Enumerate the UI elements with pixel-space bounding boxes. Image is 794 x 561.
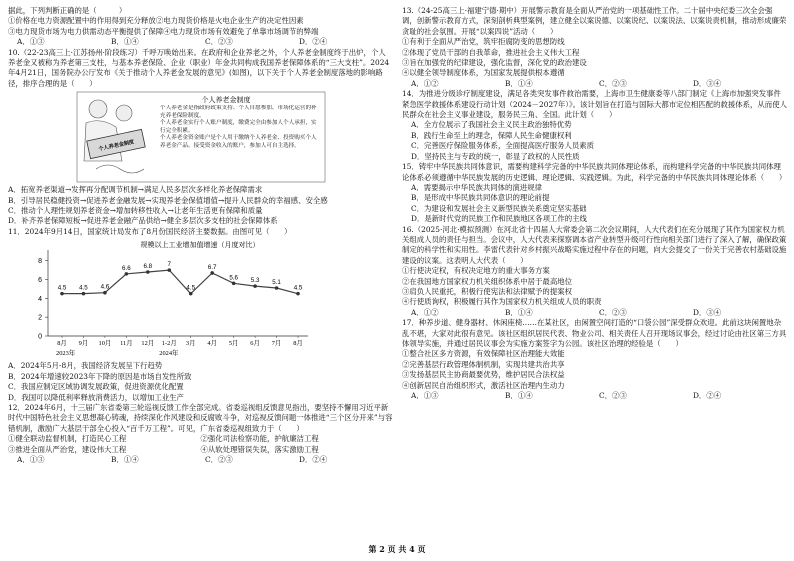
q9-stem: 据此，下列判断正确的是（ ） <box>8 6 127 15</box>
q14-option-b: B．践行生命至上的理念，保障人民生命健康权利 <box>411 130 572 140</box>
x-tick-label: 6月 <box>250 340 260 348</box>
q16-option-a: A．①② <box>411 307 439 317</box>
q14-stem: 14．为推进分级诊疗制度建设，满足各类突发事件救治需要，上海市卫生健康委等八部门制定《上海市加强突发事件紧急医学救援体系建设行动计划（2024－2027年）》。该计划旨在打造与国际大都市定位相匹配的救援体系，从而使人民群众在社会主义事业建设，服务民三角、全国。此计划（ ） <box>402 89 787 120</box>
q12-option-a: A．①③ <box>17 454 45 464</box>
q11-stem: 11．2024年9月14日，国家统计局发布了8月份国民经济主要数据。由图可见（ ） <box>8 226 292 236</box>
cartoon-line: 个人养老金资金账户是个人用于缴纳个人养老金、投资购买个人养老金产品、接受资金收入的账户，参加人可自主选择。 <box>159 135 317 150</box>
q12-choices <box>8 434 393 455</box>
data-point <box>167 269 171 273</box>
x-group-label: 2024年 <box>159 350 179 358</box>
q16-choice: ①行使决定权，有权决定地方的重大事务方案 <box>402 266 550 276</box>
data-label: 5.3 <box>250 277 260 285</box>
cartoon-line: 个人养老金是指政府政策支持、个人自愿参加、市场化运营的补充养老保险制度。 <box>159 105 317 119</box>
x-tick-label: 8月 <box>57 340 67 348</box>
q16-option-b: B．①④ <box>505 307 533 317</box>
page-footer: 第 2 页 共 4 页 <box>368 544 426 554</box>
q11-option-c: C．我国应制定区域协调发展政策，促进资源优化配置 <box>8 382 184 392</box>
q17-option-b: B．①④ <box>505 391 533 401</box>
data-point <box>82 292 86 296</box>
q11-option-b: B．2024年增速较2023年下降的原因是市场自发性所致 <box>8 371 192 381</box>
left-column <box>8 6 393 465</box>
q12-option-c: C．②③ <box>205 454 233 464</box>
q16-choice: ④行使质询权，积极履行其作为国家权力机关组成人员的职责 <box>402 297 602 307</box>
q17-choice: ④创新居民自治组织形式，激活社区治理内生动力 <box>402 380 565 390</box>
data-point <box>125 272 129 276</box>
q14-option-c: C．完善医疗保险服务体系，全面提高医疗服务人员素质 <box>411 141 595 151</box>
data-point <box>146 270 150 274</box>
x-tick-label: 11月 <box>120 340 133 348</box>
q16-stem: 16.（2025·河北·模拟预测）在河北省十四届人大常委会第二次会议期间，人大代表们在充分展现了其作为国家权力机关组成人员的责任与担当。会议中，人大代表来探察调本省产业转型升级可行性向相关部门进行了深入了解，确保政策制定的科学性和实用性。李雷代表针对乡村振兴战略实施过程中存在的问题，向大会提交了一份关于完善农村基础设施建设的议案。这表明人大代表（ ） <box>402 224 787 265</box>
q12-stem: 12．2024年6月，十三届广东省委第三轮巡视反馈工作全部完成。省委巡视组反馈意见指出，要坚持不懈用习近平新时代中国特色社会主义思想凝心铸魂，持续深化作风建设和反腐败斗争，对巡视反馈问题一体推进“三个区分开来”与容错机制，激励广大基层干部全心投入“百千万工程”。可见，广东省委巡视组致力于（ ） <box>8 402 393 433</box>
q13-choice: ④以健全领导制度体系，为国家发展提供根本遵循 <box>402 68 565 78</box>
y-tick-label: 0 <box>38 333 42 341</box>
data-label: 4.5 <box>186 284 196 292</box>
data-label: 5.6 <box>229 274 238 282</box>
q16-option-c: C．②③ <box>599 307 627 317</box>
data-point <box>253 285 257 289</box>
q15-option-a: A．需要揭示中华民族共同体的演进规律 <box>411 182 542 192</box>
q17-option-c: C．②③ <box>599 391 627 401</box>
data-point <box>296 292 300 296</box>
q14-option-a: A．全方位展示了我国社会主义民主政治独特优势 <box>411 120 572 130</box>
data-label: 6.7 <box>207 264 217 272</box>
x-tick-label: 12月 <box>141 340 155 348</box>
x-tick-label: 1-2月 <box>161 340 177 348</box>
x-tick-label: 10月 <box>98 340 112 348</box>
cartoon-title: 个人养老金制度 <box>201 96 250 105</box>
q9-options <box>8 37 393 47</box>
chart-title: 规模以上工业增加值增速（月度对比） <box>140 241 260 250</box>
q12-choice: ③推进全面从严治党，建设伟大工程 <box>8 444 127 454</box>
x-tick-label: 7月 <box>271 340 282 348</box>
q13-option-b: B．①④ <box>505 78 533 88</box>
q12-choice: ④从软处理错误失误，落实激励工程 <box>200 444 319 454</box>
q13-choice: ③旨在加强党的纪律建设，强化监督，深化党的政治建设 <box>402 58 587 68</box>
q17-choice: ②完善基层行政管理体制机制，实现共建共治共享 <box>402 359 565 369</box>
right-column <box>402 6 787 401</box>
q13-option-a: A．①② <box>411 78 439 88</box>
q16-options <box>402 308 787 318</box>
q10-option-b: B．引导居民稳健投资→促进养老金融发展→实现养老金保值增值→提升人民群众的幸福感、安全感 <box>8 195 328 205</box>
y-tick-label: 8 <box>38 258 42 266</box>
data-point <box>232 282 236 286</box>
industrial-growth-chart <box>8 238 393 360</box>
q13-option-d: D．③④ <box>693 78 722 88</box>
series-line <box>62 270 298 294</box>
q13-option-c: C．②③ <box>599 78 627 88</box>
q15-option-d: D．是新时代党的民族工作和民族地区各项工作的主线 <box>411 214 587 224</box>
q17-option-a: A．①③ <box>411 391 439 401</box>
q17-stem: 17．种养步道、健身器材、休闲座椅……在某社区，由闲置空间打造的“口袋公园”深受群众欢迎。此前这块闲置地杂乱不堪，大家对此很有意见。该社区组织居民代表、物业公司、相关责任人召开现场议事会，经过讨论由社区第三方具体领导实施，并通过居民议事会为实施方案签字为公园。该社区治理的经验是（ ） <box>402 318 787 348</box>
q11-option-d: D．我国可以降低利率释放消费活力，以增加工业生产 <box>8 392 184 402</box>
q10-stem: 10.（22-23高三上·江苏扬州·阶段练习）千呼万唤始出来。在政府和企业养老之外，个人养老金制度终于出炉，个人养老金又被称为养老第三支柱，与基本养老保险、企业（职业）年金共同构成我国养老保障体系的“三大支柱”。2024年4月21日，国务院办公厅发布《关于推动个人养老金发展的意见》(如图)，以下关于个人养老金制度落地的影响路径，排序合理的是（ ） <box>8 47 390 88</box>
q17-choice: ①整合社区多方资源，有效保障社区治理能大效能 <box>402 349 565 359</box>
data-label: 6.8 <box>143 263 153 271</box>
q10-option-d: D．补齐养老保障短板→促进养老金融产品供给→健全多层次多支柱的社会保障体系 <box>8 216 278 226</box>
data-label: 7 <box>167 261 171 269</box>
q12-option-b: B．①④ <box>111 454 139 464</box>
q17-choice: ③发扬基层民主协商最要优势，维护居民合法权益 <box>402 370 565 380</box>
q9-option-d: D．②④ <box>299 37 328 47</box>
q16-option-d: D．③④ <box>693 307 722 317</box>
x-tick-label: 5月 <box>228 340 239 348</box>
q16-choice: ②在我国地方国家权力机关组织体系中居于最高地位 <box>402 276 572 286</box>
cartoon-line: 个人养老金实行个人账户制度，缴费完全由参加人个人承担，实行完全积累。 <box>159 120 317 135</box>
person-head <box>116 105 132 121</box>
q12-choice: ①健全联动监督机制，打造民心工程 <box>8 434 127 444</box>
y-tick-label: 2 <box>38 314 42 322</box>
book-label: 个人养老金制度 <box>97 139 135 153</box>
data-label: 5.1 <box>272 279 281 287</box>
q9-choice-line: ①价格在电力资源配置中的作用得到充分释放②电力现货价格是火电企业生产的决定性因素 <box>8 16 304 26</box>
pension-cartoon <box>8 91 393 183</box>
q13-stem: 13.（24-25高三上·福建宁德·期中）开展警示教育是全面从严治党的一项基础性工作。二十届中央纪委三次全会强调，创新警示教育方式，深刻剖析典型案例，建立健全以案说德、以案说纪、以案说法、以案说责机制，推动形成廉荣贪耻的社会氛围。开展“以案四说”活动（ ） <box>402 6 787 36</box>
data-point <box>103 291 107 295</box>
q9-option-c: C．②③ <box>205 37 233 47</box>
q10-option-a: A．拓宽养老渠道→发挥再分配调节机制→满足人民多层次多样化养老保障需求 <box>8 185 263 195</box>
q13-choice: ②体现了党员干部的自我革命，推进社会主义伟大工程 <box>402 47 580 57</box>
y-tick-label: 6 <box>38 277 42 285</box>
data-point <box>189 292 193 296</box>
q11-option-a: A．2024年5月-8月，我国经济发展呈下行趋势 <box>8 361 163 371</box>
data-label: 6.6 <box>122 265 131 273</box>
q9-choice-line: ③电力现货市场为电力供需动态平衡提供了保障④电力现货市场有效避免了单靠市场调节的弊端 <box>8 26 319 36</box>
x-group-label: 2023年 <box>56 350 76 358</box>
data-point <box>210 271 214 275</box>
q16-choice: ③肩负人民重托，积极行使宪法和法律赋予的提案权 <box>402 286 572 296</box>
q15-stem: 15．铸牢中华民族共同体意识，需要构建科学完备的中华民族共同体理论体系，而构建科学完备的中华民族共同体理论体系必须遵循中华民族发展的历史逻辑、理论逻辑、实践逻辑。为此，科学完备的中华民族共同体理论体系（ ） <box>402 162 787 182</box>
q17-options <box>402 391 787 401</box>
data-label: 4.5 <box>293 284 303 292</box>
q9-option-b: B．①④ <box>111 37 139 47</box>
x-tick-label: 9月 <box>78 340 89 348</box>
q13-options <box>402 79 787 89</box>
q12-option-d: D．②④ <box>299 454 328 464</box>
q10-option-c: C．推动个人理性规划养老资金→增加转移性收入→让老年生活更有保障和质量 <box>8 206 263 216</box>
data-label: 4.5 <box>57 284 67 292</box>
x-tick-label: 3月 <box>185 340 196 348</box>
data-point <box>60 292 64 296</box>
q12-choice: ②强化司法检察功能，护航廉洁工程 <box>200 434 319 444</box>
q13-choice: ①有利于全面从严治党，筑牢拒腐防变的思想防线 <box>402 37 565 47</box>
y-tick-label: 4 <box>38 296 42 304</box>
q14-option-d: D．坚持民主与专政的统一，彰显了政权的人民性质 <box>411 151 580 161</box>
x-tick-label: 8月 <box>293 340 303 348</box>
person-head <box>89 100 107 118</box>
q15-option-b: B．是形成中华民族共同体意识的理论前提 <box>411 193 550 203</box>
data-label: 4.5 <box>79 284 88 292</box>
q12-options <box>8 455 393 465</box>
x-tick-label: 4月 <box>207 340 217 348</box>
data-point <box>275 286 279 290</box>
data-label: 4.6 <box>100 283 110 291</box>
q17-option-d: D．②④ <box>693 391 722 401</box>
q9-option-a: A．①③ <box>17 37 45 47</box>
q15-option-c: C．为建设和发展社会主义新型民族关系奠定坚实基础 <box>411 203 587 213</box>
chart-svg <box>8 238 393 360</box>
